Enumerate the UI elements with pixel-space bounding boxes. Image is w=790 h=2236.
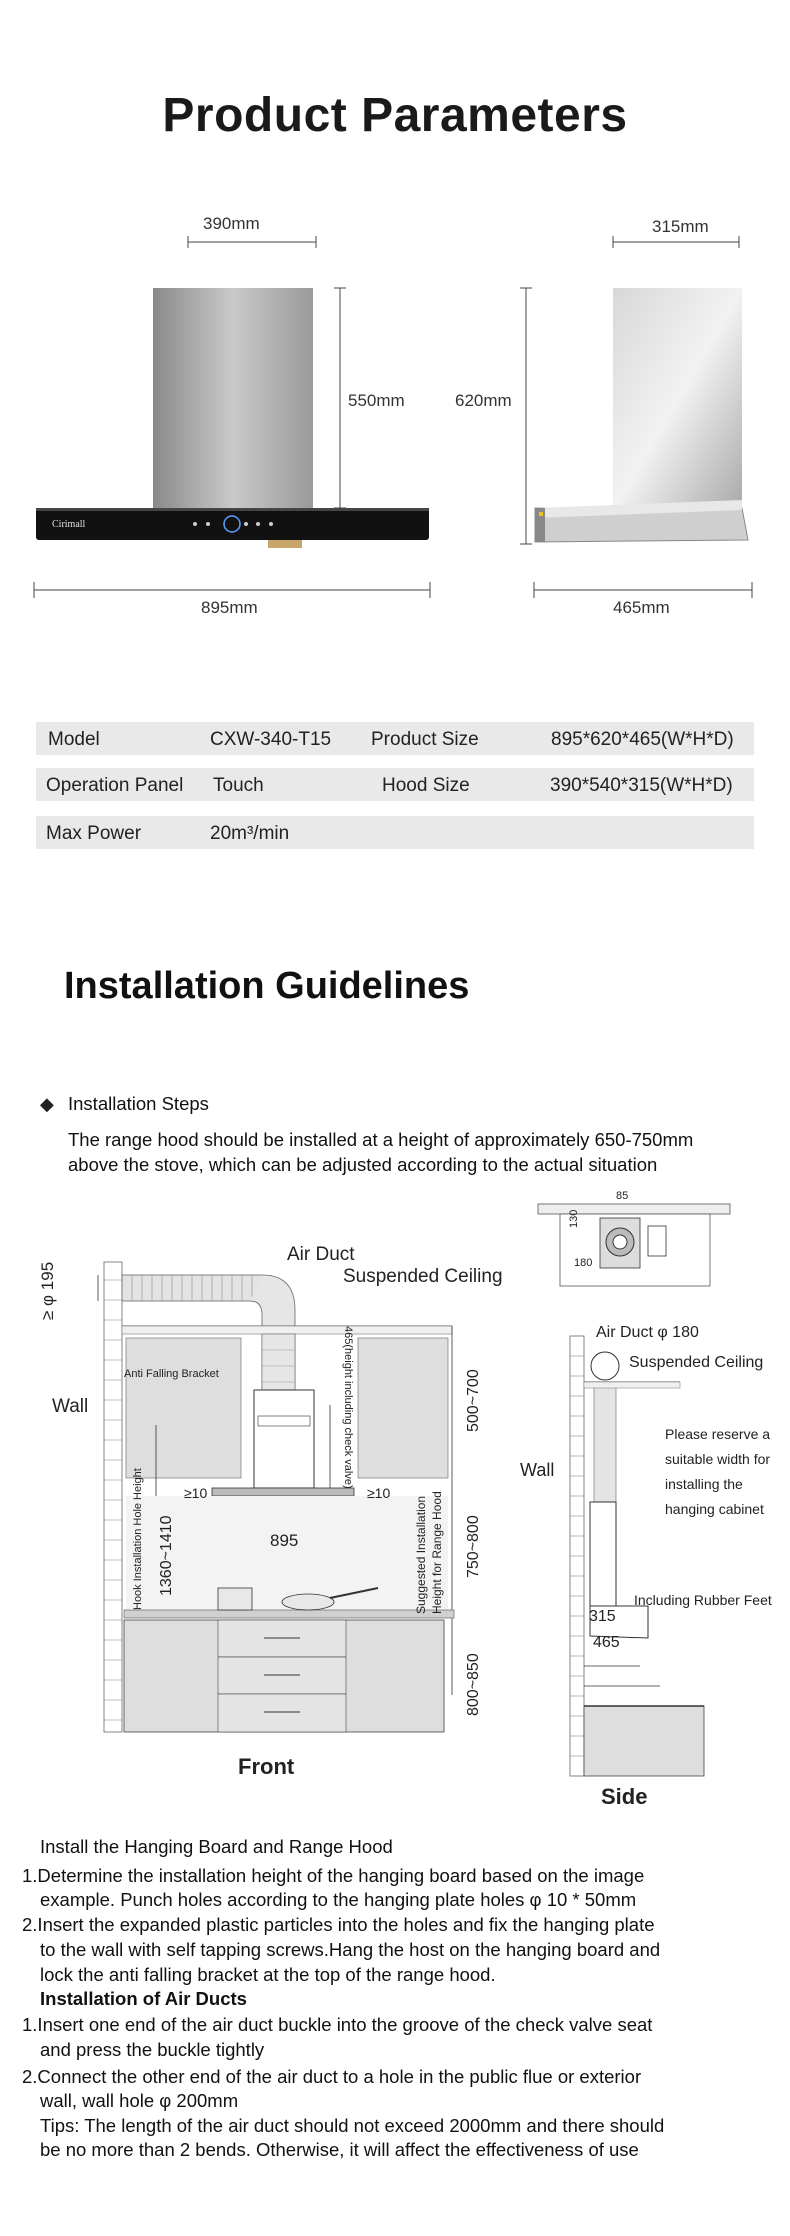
suggested-height-label: Suggested Installation [414, 1495, 428, 1614]
front-installation-diagram [0, 1240, 480, 1800]
air-duct-phi-label: Air Duct φ 180 [596, 1324, 699, 1341]
clearance-left: ≥10 [184, 1485, 208, 1501]
side-dim-465: 465 [593, 1634, 620, 1651]
side-top-dim-line [613, 236, 739, 248]
front-height-dim-line [334, 288, 346, 508]
reserve-note: hanging cabinet [665, 1501, 764, 1517]
front-bottom-dim-line [34, 582, 430, 598]
air-duct-label: Air Duct [287, 1244, 355, 1265]
side-height: 620mm [455, 391, 512, 410]
reserve-note: Please reserve a [665, 1426, 771, 1442]
spec-value: 390*540*315(W*H*D) [550, 775, 733, 796]
spec-row [36, 768, 754, 801]
clearance-right: ≥10 [367, 1485, 391, 1501]
section-title: Installation Guidelines [64, 965, 470, 1007]
side-height-dim-line [520, 288, 532, 544]
spec-row [36, 722, 754, 755]
hook-height-label: Hook Installation Hole Height [132, 1468, 144, 1610]
wall-label: Wall [52, 1396, 89, 1417]
spec-value: CXW-340-T15 [210, 729, 332, 750]
instruction-line: 2.Connect the other end of the air duct to a hole in the public flue or exterior [22, 2066, 642, 2087]
tips-line: Tips: The length of the air duct should not exceed 2000mm and there should [40, 2115, 665, 2136]
suspended-ceiling-label: Suspended Ceiling [343, 1266, 503, 1287]
brand-logo: Cirimall [52, 519, 86, 530]
intro-line: above the stove, which can be adjusted according to the actual situation [68, 1154, 658, 1175]
intro-line: The range hood should be installed at a height of approximately 650-750mm [68, 1129, 694, 1150]
top-dim-130: 130 [568, 1209, 580, 1228]
diamond-bullet-icon: ◆ [40, 1094, 54, 1114]
front-caption: Front [238, 1754, 295, 1779]
side-installation-diagram [520, 1186, 790, 1806]
phi195-label: ≥ φ 195 [38, 1261, 57, 1320]
spec-label: Hood Size [382, 775, 470, 796]
front-chimney [153, 288, 313, 510]
top-dim-85: 85 [616, 1190, 629, 1202]
side-chimney [613, 288, 742, 510]
instruction-line: lock the anti falling bracket at the top of the range hood. [40, 1964, 496, 1985]
front-top-dim-line [188, 236, 316, 248]
instruction-line: wall, wall hole φ 200mm [40, 2090, 239, 2111]
front-bottom-width: 895mm [201, 598, 258, 617]
top-dim-180: 180 [574, 1257, 593, 1269]
front-canopy [36, 508, 429, 540]
instruction-line: 1.Determine the installation height of the hanging board based on the image [22, 1865, 645, 1886]
suggested-height-label: Height for Range Hood [430, 1491, 444, 1614]
instruction-line: 2.Insert the expanded plastic particles into the holes and fix the hanging plate [22, 1914, 655, 1935]
side-dim-315: 315 [589, 1608, 616, 1625]
spec-value: Touch [213, 775, 264, 796]
spec-value: 20m³/min [210, 823, 290, 844]
spec-value: 895*620*465(W*H*D) [551, 729, 734, 750]
page-title: Product Parameters [162, 89, 628, 142]
side-ceiling-label: Suspended Ceiling [629, 1354, 764, 1371]
instruction-line: 1.Insert one end of the air duct buckle into the groove of the check valve seat [22, 2014, 653, 2035]
side-top-width: 315mm [652, 217, 709, 236]
spec-label: Operation Panel [46, 775, 184, 796]
instruction-line: and press the buckle tightly [40, 2039, 265, 2060]
rubber-feet-label: Including Rubber Feet [634, 1592, 772, 1608]
dim-1360-1410: 1360~1410 [158, 1515, 175, 1596]
tips-line: be no more than 2 bends. Otherwise, it will affect the effectiveness of use [40, 2139, 639, 2160]
front-top-width: 390mm [203, 214, 260, 233]
instruction-line: example. Punch holes according to the hanging plate holes φ 10 * 50mm [40, 1889, 637, 1910]
anti-falling-label: Anti Falling Bracket [124, 1368, 219, 1380]
front-height: 550mm [348, 391, 405, 410]
spec-label: Product Size [371, 729, 479, 750]
spec-row [36, 816, 754, 849]
check-valve-label: 465(height including check valve) [342, 1326, 354, 1489]
side-bottom-dim-line [534, 582, 752, 598]
spec-label: Max Power [46, 823, 142, 844]
instruction-heading: Install the Hanging Board and Range Hood [40, 1836, 393, 1857]
dim-500-700: 500~700 [465, 1369, 482, 1432]
width-895: 895 [270, 1531, 299, 1550]
dim-800-850: 800~850 [465, 1653, 482, 1716]
side-caption: Side [601, 1784, 648, 1809]
steps-heading: Installation Steps [68, 1093, 209, 1114]
side-bottom-width: 465mm [613, 598, 670, 617]
instruction-line: to the wall with self tapping screws.Hang the host on the hanging board and [40, 1939, 661, 1960]
side-wall-label: Wall [520, 1460, 555, 1480]
reserve-note: suitable width for [665, 1451, 771, 1467]
instruction-heading: Installation of Air Ducts [40, 1988, 247, 2009]
reserve-note: installing the [665, 1476, 743, 1492]
spec-label: Model [48, 729, 100, 750]
dim-750-800: 750~800 [465, 1515, 482, 1578]
